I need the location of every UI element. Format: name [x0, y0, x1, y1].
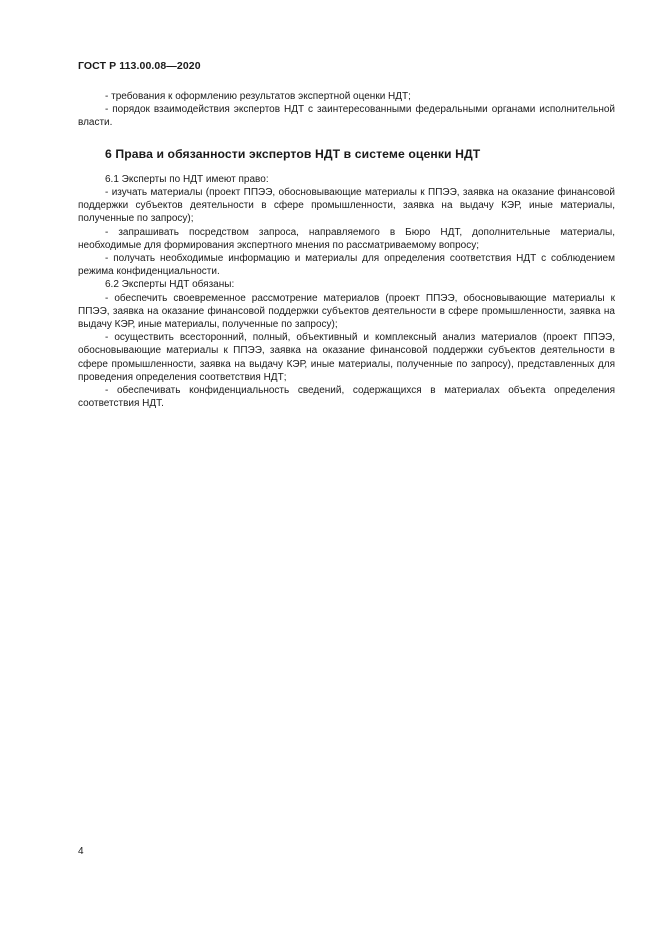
rights-list-item: - получать необходимые информацию и материалы для определения соответствия НДТ с соблюдением режима конфиденциальности. [78, 253, 615, 278]
document-code-header: ГОСТ Р 113.00.08—2020 [78, 60, 201, 72]
rights-list-item: - изучать материалы (проект ППЭЭ, обосновывающие материалы к ППЭЭ, заявка на оказание финансовой поддержки субъектов деятельности в сфере промышленности, заявка на выдачу КЭР, иные материалы, полученные по запросу); [78, 187, 615, 225]
clause-6-1: 6.1 Эксперты по НДТ имеют право: [105, 173, 269, 185]
duties-list-item: - обеспечивать конфиденциальность сведений, содержащихся в материалах объекта определения соответствия НДТ. [78, 385, 615, 410]
rights-list-item: - запрашивать посредством запроса, направляемого в Бюро НДТ, дополнительные материалы, необходимые для формирования экспертного мнения по рассматриваемому вопросу; [78, 226, 615, 251]
page-number: 4 [78, 846, 84, 857]
clause-6-2: 6.2 Эксперты НДТ обязаны: [105, 279, 235, 291]
duties-list-item: - обеспечить своевременное рассмотрение материалов (проект ППЭЭ, обосновывающие материалы к ППЭЭ, заявка на оказание финансовой поддержки субъектов деятельности в сфере промышленности, заявка на выдачу КЭР, иные материалы, полученные по запросу); [78, 292, 615, 331]
duties-list-item: - осуществить всесторонний, полный, объективный и комплексный анализ материалов (проект ППЭЭ, обосновывающие материалы к ППЭЭ, заявка на оказание финансовой поддержки субъектов деятельности в сфере промышленности, заявка на выдачу КЭР, иные материалы, полученные по запросу), представленных для проведения определения соответствия НДТ; [78, 332, 615, 383]
intro-list-item: - порядок взаимодействия экспертов НДТ с заинтересованными федеральными органами исполнительной власти. [78, 104, 615, 129]
section-6-heading: 6 Права и обязанности экспертов НДТ в системе оценки НДТ [105, 146, 481, 161]
intro-list-item: - требования к оформлению результатов экспертной оценки НДТ; [105, 91, 411, 102]
document-body [78, 90, 615, 410]
